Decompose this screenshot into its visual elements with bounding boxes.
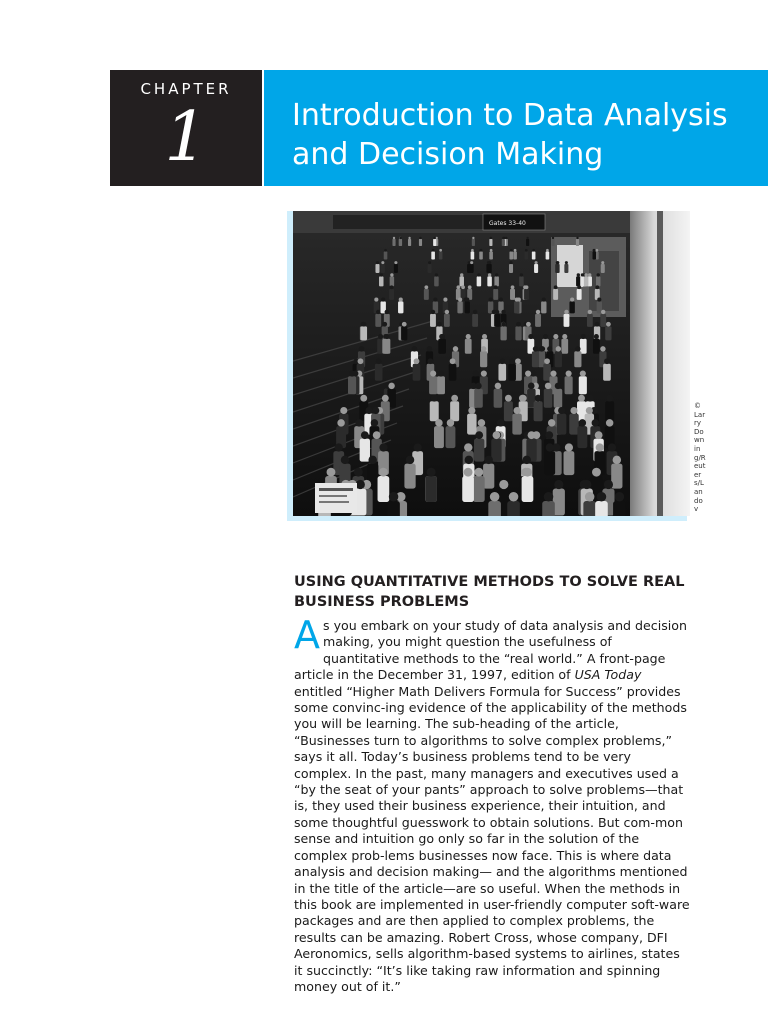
section-heading: USING QUANTITATIVE METHODS TO SOLVE REAL BUSINESS PROBLEMS xyxy=(294,574,685,610)
body-rest: entitled “Higher Math Delivers Formula for Success” provides some convinc-ing evidence of the applicability of the methods you will be learning. The sub-heading of the article, “Businesses turn to algorithms to solve complex problems,” says it all. Today’s business problems tend to be very complex. In the past, many managers and executives used a “by the seat of your pants” approach to solve problems—that is, they used their business experience, their intuition, and some thoughtful guesswork to obtain solutions. But com-mon sense and intuition go only so far in the solution of the complex prob-lems businesses now face. This is where data analysis and decision making— and the algorithms mentioned in the title of the article—are so useful. When the methods in this book are implemented in user-friendly computer soft-ware packages and are then applied to complex problems, the results can be amazing. Robert Cross, whose company, DFI Aeronomics, sells algorithm-based systems to airlines, states it succinctly: “It’s like taking raw information and spinning money out of it.” xyxy=(294,683,690,994)
gate-sign-text: Gates 33-40 xyxy=(489,220,526,227)
photo-frame xyxy=(287,211,687,521)
chapter-title-band xyxy=(264,70,768,186)
chapter-title: Introduction to Data Analysis and Decision Making xyxy=(292,98,728,172)
airport-crowd-photo xyxy=(293,211,690,516)
chapter-number: 1 xyxy=(164,98,208,177)
chapter-label: CHAPTER xyxy=(140,80,232,98)
drop-cap: A xyxy=(294,613,320,657)
photo-credit: © Larry Downing/Reuters/Landov xyxy=(694,402,706,514)
airport-crowd-image xyxy=(293,211,690,516)
body-paragraph xyxy=(294,613,692,995)
body-opening: s you embark on your study of data analysis and decision making, you might question the usefulness of quantitative methods to the “real world.” A front-page article in the December 31, 1997, edition of xyxy=(294,618,687,683)
publication-name: USA Today xyxy=(574,667,642,683)
chapter-number-box xyxy=(110,70,262,186)
